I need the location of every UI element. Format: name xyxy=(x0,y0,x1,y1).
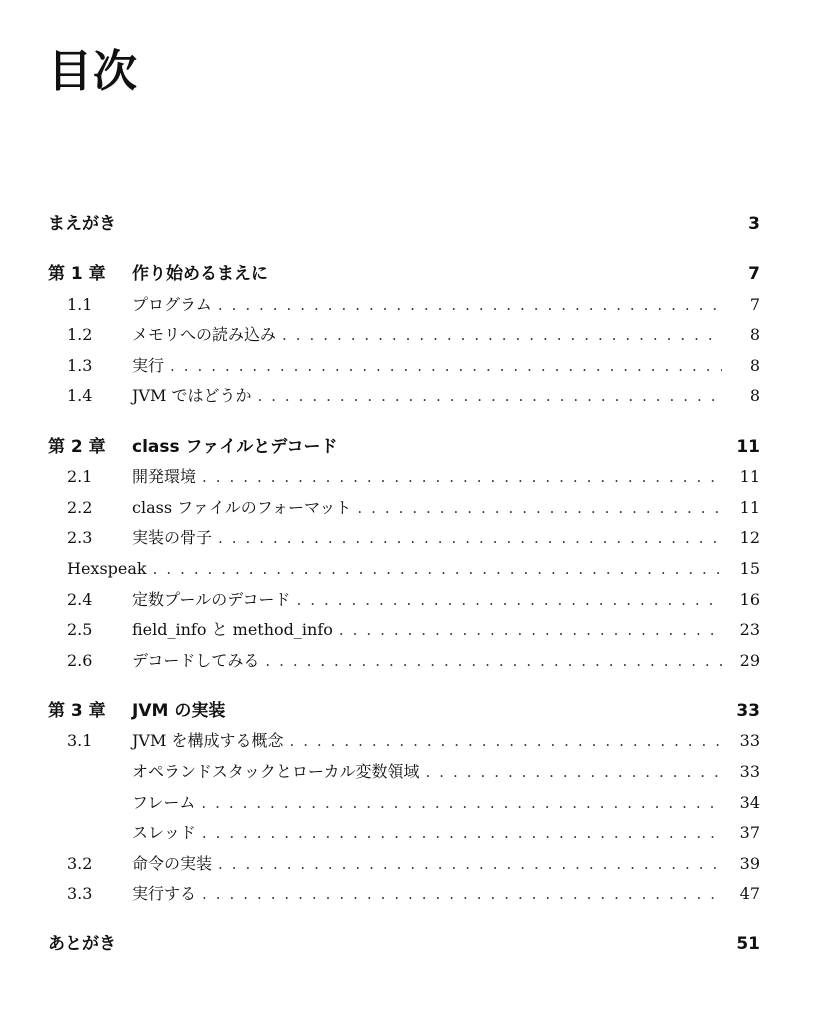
toc-entry-chapter-1[interactable] xyxy=(48,259,760,290)
page-number: 11 xyxy=(736,436,760,457)
subsection-title: フレーム xyxy=(132,792,196,812)
chapter-number: 第 2 章 xyxy=(48,436,106,457)
section-title: field_info と method_info xyxy=(132,620,333,640)
dot-leader xyxy=(339,615,722,646)
page-number: 29 xyxy=(739,650,760,670)
dot-leader xyxy=(201,788,722,819)
section-number: 2.3 xyxy=(67,528,93,548)
section-number: 2.2 xyxy=(67,497,93,517)
toc-entry-section[interactable] xyxy=(48,523,760,554)
dot-leader xyxy=(289,726,722,757)
chapter-number: 第 1 章 xyxy=(48,264,106,285)
page-number: 11 xyxy=(739,497,760,517)
entry-label: あとがき xyxy=(48,934,116,955)
page-number: 11 xyxy=(739,467,760,487)
toc-entry-afterword[interactable] xyxy=(48,929,760,960)
subsection-title: オペランドスタックとローカル変数領域 xyxy=(132,762,420,781)
page-number: 33 xyxy=(739,762,760,781)
page-number: 15 xyxy=(739,558,760,578)
chapter-title: 作り始めるまえに xyxy=(132,264,268,285)
page-number: 7 xyxy=(748,264,760,285)
dot-leader xyxy=(218,290,722,321)
dot-leader xyxy=(218,523,722,554)
section-title: 実装の骨子 xyxy=(132,528,213,548)
toc-entry-section[interactable] xyxy=(48,879,760,910)
dot-leader xyxy=(202,462,722,493)
section-title: 開発環境 xyxy=(132,467,197,487)
section-title: プログラム xyxy=(132,294,212,314)
page-number: 8 xyxy=(749,325,760,345)
section-number: 1.4 xyxy=(67,386,93,406)
dot-leader xyxy=(265,646,722,677)
dot-leader xyxy=(257,381,722,412)
toc-entry-subsection[interactable] xyxy=(48,757,760,788)
page-number: 7 xyxy=(749,294,760,314)
toc-entry-section[interactable] xyxy=(48,493,760,524)
dot-leader xyxy=(426,757,722,788)
dot-leader xyxy=(153,554,722,585)
section-number: 1.2 xyxy=(67,325,93,345)
section-number: 1.1 xyxy=(67,294,93,314)
section-title: JVM を構成する概念 xyxy=(132,731,284,751)
toc-entry-section[interactable] xyxy=(48,615,760,646)
section-title: 実行 xyxy=(132,355,165,375)
section-number: 2.6 xyxy=(67,650,93,670)
toc-entry-preface[interactable] xyxy=(48,209,760,240)
toc-entry-section[interactable] xyxy=(48,646,760,677)
toc-entry-section[interactable] xyxy=(48,320,760,351)
page-number: 51 xyxy=(736,934,760,955)
entry-label: まえがき xyxy=(48,214,116,234)
section-title: 定数プールのデコード xyxy=(132,589,291,609)
subsection-title: スレッド xyxy=(132,823,196,843)
section-title: JVM ではどうか xyxy=(132,386,252,406)
section-title: メモリへの読み込み xyxy=(132,325,277,345)
section-number: 3.1 xyxy=(67,731,93,751)
toc-entry-column[interactable] xyxy=(48,554,760,585)
dot-leader xyxy=(357,493,722,524)
dot-leader xyxy=(170,351,722,382)
page-number: 39 xyxy=(739,853,760,873)
toc-entry-chapter-2[interactable] xyxy=(48,432,760,463)
toc-entry-subsection[interactable] xyxy=(48,788,760,819)
toc-entry-chapter-3[interactable] xyxy=(48,696,760,727)
page-number: 47 xyxy=(739,884,760,904)
page-number: 34 xyxy=(739,792,760,812)
section-number: 3.3 xyxy=(67,884,93,904)
toc-entry-section[interactable] xyxy=(48,290,760,321)
page-title: 目次 xyxy=(48,46,138,97)
chapter-number: 第 3 章 xyxy=(48,700,106,721)
toc-entry-section[interactable] xyxy=(48,351,760,382)
dot-leader xyxy=(218,849,722,880)
dot-leader xyxy=(282,320,722,351)
page-number: 37 xyxy=(739,823,760,843)
section-title: デコードしてみる xyxy=(132,650,260,670)
section-number: 2.4 xyxy=(67,589,93,609)
column-title: Hexspeak xyxy=(67,558,147,578)
page-number: 12 xyxy=(739,528,760,548)
toc-entry-section[interactable] xyxy=(48,585,760,616)
table-of-contents xyxy=(48,209,760,960)
toc-entry-subsection[interactable] xyxy=(48,818,760,849)
toc-entry-section[interactable] xyxy=(48,381,760,412)
section-title: 命令の実装 xyxy=(132,853,213,873)
section-number: 2.5 xyxy=(67,620,93,640)
dot-leader xyxy=(202,818,722,849)
chapter-title: class ファイルとデコード xyxy=(132,436,338,457)
page-number: 8 xyxy=(749,386,760,406)
dot-leader xyxy=(297,585,722,616)
page-number: 16 xyxy=(739,589,760,609)
page-number: 3 xyxy=(748,214,760,234)
chapter-title: JVM の実装 xyxy=(132,700,226,721)
toc-entry-section[interactable] xyxy=(48,462,760,493)
section-title: class ファイルのフォーマット xyxy=(132,497,352,517)
page-number: 33 xyxy=(739,731,760,751)
section-number: 3.2 xyxy=(67,853,93,873)
page-number: 33 xyxy=(736,700,760,721)
section-number: 1.3 xyxy=(67,355,93,375)
page-number: 8 xyxy=(749,355,760,375)
section-number: 2.1 xyxy=(67,467,93,487)
toc-entry-section[interactable] xyxy=(48,726,760,757)
page-number: 23 xyxy=(739,620,760,640)
toc-entry-section[interactable] xyxy=(48,849,760,880)
section-title: 実行する xyxy=(132,884,197,904)
dot-leader xyxy=(202,879,722,910)
